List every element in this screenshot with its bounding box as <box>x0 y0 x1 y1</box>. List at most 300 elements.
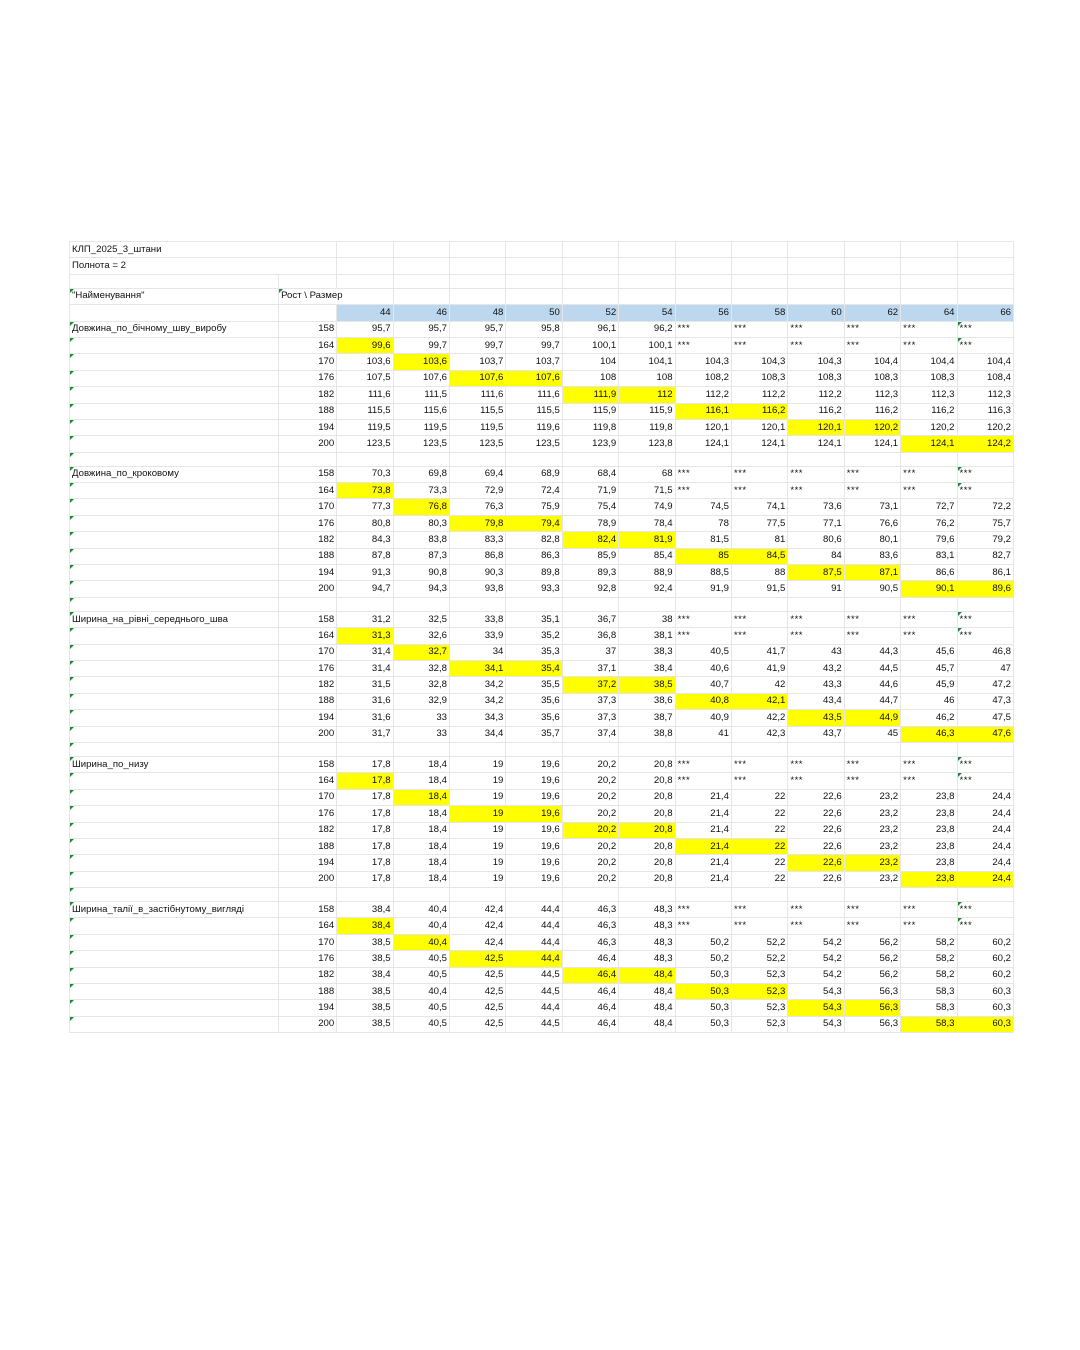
value-cell[interactable]: 23,8 <box>901 822 957 838</box>
value-cell[interactable]: 17,8 <box>337 756 393 772</box>
value-cell[interactable]: 87,8 <box>337 548 393 564</box>
value-cell[interactable]: 32,8 <box>393 660 449 676</box>
value-cell[interactable]: *** <box>957 611 1013 627</box>
value-cell[interactable]: 21,4 <box>675 822 731 838</box>
value-cell[interactable]: 112,3 <box>901 387 957 403</box>
height-cell[interactable]: 170 <box>279 789 337 805</box>
value-cell[interactable]: 19,6 <box>506 838 562 854</box>
value-cell[interactable]: 22,6 <box>788 822 844 838</box>
value-cell[interactable]: 52,3 <box>731 1000 787 1016</box>
value-cell[interactable]: 37,3 <box>562 693 618 709</box>
height-cell[interactable]: 200 <box>279 581 337 597</box>
value-cell[interactable]: *** <box>731 902 787 918</box>
value-cell[interactable]: 50,2 <box>675 934 731 950</box>
value-cell[interactable]: *** <box>901 466 957 482</box>
value-cell[interactable]: 108,3 <box>731 370 787 386</box>
value-cell[interactable]: 40,5 <box>393 1016 449 1032</box>
value-cell[interactable]: 44,5 <box>506 967 562 983</box>
value-cell[interactable]: *** <box>675 628 731 644</box>
value-cell[interactable]: 112,3 <box>957 387 1013 403</box>
height-cell[interactable]: 182 <box>279 387 337 403</box>
size-header-cell[interactable]: 50 <box>506 305 562 321</box>
value-cell[interactable]: 23,2 <box>844 838 900 854</box>
value-cell[interactable]: 20,8 <box>619 773 675 789</box>
value-cell[interactable]: 41 <box>675 726 731 742</box>
value-cell[interactable]: 32,5 <box>393 611 449 627</box>
value-cell[interactable]: 108,4 <box>957 370 1013 386</box>
empty-name-cell[interactable] <box>70 532 279 548</box>
value-cell[interactable]: 21,4 <box>675 855 731 871</box>
value-cell[interactable]: *** <box>957 902 1013 918</box>
value-cell[interactable]: 48,4 <box>619 1000 675 1016</box>
value-cell[interactable]: 46,4 <box>562 984 618 1000</box>
value-cell[interactable]: 54,3 <box>788 984 844 1000</box>
value-cell[interactable]: 31,6 <box>337 710 393 726</box>
size-header-cell[interactable]: 44 <box>337 305 393 321</box>
value-cell[interactable]: 56,3 <box>844 1016 900 1032</box>
empty-name-cell[interactable] <box>70 644 279 660</box>
height-cell[interactable]: 158 <box>279 466 337 482</box>
value-cell[interactable]: 78,4 <box>619 515 675 531</box>
value-cell[interactable]: *** <box>675 773 731 789</box>
value-cell[interactable]: 23,2 <box>844 871 900 887</box>
value-cell[interactable]: 70,3 <box>337 466 393 482</box>
value-cell[interactable]: *** <box>788 902 844 918</box>
empty-name-cell[interactable] <box>70 581 279 597</box>
value-cell[interactable]: 68,4 <box>562 466 618 482</box>
value-cell[interactable]: 18,4 <box>393 789 449 805</box>
value-cell[interactable]: 44,5 <box>506 1016 562 1032</box>
value-cell[interactable]: 123,8 <box>619 436 675 452</box>
value-cell[interactable]: 17,8 <box>337 773 393 789</box>
value-cell[interactable]: 24,4 <box>957 855 1013 871</box>
value-cell[interactable]: 54,2 <box>788 967 844 983</box>
value-cell[interactable]: 17,8 <box>337 822 393 838</box>
value-cell[interactable]: 60,3 <box>957 1000 1013 1016</box>
value-cell[interactable]: *** <box>901 628 957 644</box>
value-cell[interactable]: 40,7 <box>675 677 731 693</box>
value-cell[interactable]: 86,3 <box>506 548 562 564</box>
empty-name-cell[interactable] <box>70 838 279 854</box>
value-cell[interactable]: 120,1 <box>675 419 731 435</box>
value-cell[interactable]: 99,6 <box>337 337 393 353</box>
value-cell[interactable]: 123,9 <box>562 436 618 452</box>
value-cell[interactable]: 19,6 <box>506 871 562 887</box>
section-name-cell[interactable]: Довжина_по_кроковому <box>70 466 279 482</box>
value-cell[interactable]: 40,4 <box>393 984 449 1000</box>
value-cell[interactable]: 74,9 <box>619 499 675 515</box>
value-cell[interactable]: *** <box>731 337 787 353</box>
value-cell[interactable]: 73,1 <box>844 499 900 515</box>
value-cell[interactable]: 116,2 <box>901 403 957 419</box>
value-cell[interactable]: 42,2 <box>731 710 787 726</box>
value-cell[interactable]: 72,2 <box>957 499 1013 515</box>
section-name-cell[interactable]: Довжина_по_бічному_шву_виробу <box>70 321 279 337</box>
value-cell[interactable]: 116,2 <box>731 403 787 419</box>
value-cell[interactable]: 71,9 <box>562 483 618 499</box>
value-cell[interactable]: 94,3 <box>393 581 449 597</box>
value-cell[interactable]: 31,5 <box>337 677 393 693</box>
height-cell[interactable]: 188 <box>279 838 337 854</box>
value-cell[interactable]: 111,5 <box>393 387 449 403</box>
value-cell[interactable]: 21,4 <box>675 838 731 854</box>
value-cell[interactable]: 123,5 <box>506 436 562 452</box>
value-cell[interactable]: 38,5 <box>337 984 393 1000</box>
value-cell[interactable]: *** <box>675 756 731 772</box>
empty-name-cell[interactable] <box>70 370 279 386</box>
value-cell[interactable]: 76,8 <box>393 499 449 515</box>
size-header-cell[interactable]: 60 <box>788 305 844 321</box>
value-cell[interactable]: 108,3 <box>844 370 900 386</box>
value-cell[interactable]: 17,8 <box>337 838 393 854</box>
value-cell[interactable]: 18,4 <box>393 773 449 789</box>
value-cell[interactable]: 56,3 <box>844 984 900 1000</box>
height-cell[interactable]: 188 <box>279 693 337 709</box>
value-cell[interactable]: 33 <box>393 710 449 726</box>
empty-name-cell[interactable] <box>70 499 279 515</box>
value-cell[interactable]: 119,8 <box>619 419 675 435</box>
value-cell[interactable]: *** <box>901 756 957 772</box>
value-cell[interactable]: 19,6 <box>506 806 562 822</box>
value-cell[interactable]: 38,5 <box>337 934 393 950</box>
value-cell[interactable]: 22,6 <box>788 871 844 887</box>
value-cell[interactable]: 19,6 <box>506 789 562 805</box>
section-name-cell[interactable]: Ширина_талії_в_застібнутому_вигляді <box>70 902 279 918</box>
value-cell[interactable]: 60,2 <box>957 934 1013 950</box>
value-cell[interactable]: 83,6 <box>844 548 900 564</box>
value-cell[interactable]: 38,3 <box>619 644 675 660</box>
value-cell[interactable]: 107,6 <box>450 370 506 386</box>
height-cell[interactable]: 170 <box>279 354 337 370</box>
value-cell[interactable]: 54,2 <box>788 934 844 950</box>
value-cell[interactable]: 80,8 <box>337 515 393 531</box>
value-cell[interactable]: 46,3 <box>562 934 618 950</box>
value-cell[interactable]: 116,2 <box>844 403 900 419</box>
value-cell[interactable]: 31,4 <box>337 644 393 660</box>
value-cell[interactable]: 50,3 <box>675 1000 731 1016</box>
value-cell[interactable]: 92,4 <box>619 581 675 597</box>
value-cell[interactable]: 40,5 <box>675 644 731 660</box>
value-cell[interactable]: 99,7 <box>506 337 562 353</box>
value-cell[interactable]: *** <box>844 321 900 337</box>
value-cell[interactable]: 84 <box>788 548 844 564</box>
empty-name-cell[interactable] <box>70 660 279 676</box>
value-cell[interactable]: 19,6 <box>506 855 562 871</box>
value-cell[interactable]: 119,5 <box>450 419 506 435</box>
value-cell[interactable]: 87,5 <box>788 565 844 581</box>
value-cell[interactable]: 22 <box>731 822 787 838</box>
empty-name-cell[interactable] <box>70 628 279 644</box>
value-cell[interactable]: 103,6 <box>393 354 449 370</box>
value-cell[interactable]: 44,4 <box>506 1000 562 1016</box>
value-cell[interactable]: 23,2 <box>844 806 900 822</box>
value-cell[interactable]: 58,3 <box>901 984 957 1000</box>
value-cell[interactable]: 23,2 <box>844 789 900 805</box>
value-cell[interactable]: 115,5 <box>450 403 506 419</box>
value-cell[interactable]: *** <box>788 321 844 337</box>
value-cell[interactable]: 50,3 <box>675 1016 731 1032</box>
value-cell[interactable]: 52,3 <box>731 984 787 1000</box>
value-cell[interactable]: 19 <box>450 838 506 854</box>
value-cell[interactable]: 40,4 <box>393 934 449 950</box>
empty-name-cell[interactable] <box>70 419 279 435</box>
height-cell[interactable]: 158 <box>279 902 337 918</box>
value-cell[interactable]: 112,3 <box>844 387 900 403</box>
height-cell[interactable]: 158 <box>279 756 337 772</box>
value-cell[interactable]: *** <box>901 337 957 353</box>
value-cell[interactable]: 44,9 <box>844 710 900 726</box>
value-cell[interactable]: 17,8 <box>337 871 393 887</box>
value-cell[interactable]: 50,3 <box>675 984 731 1000</box>
value-cell[interactable]: *** <box>957 918 1013 934</box>
value-cell[interactable]: 60,2 <box>957 951 1013 967</box>
value-cell[interactable]: 20,8 <box>619 789 675 805</box>
value-cell[interactable]: 22 <box>731 855 787 871</box>
value-cell[interactable]: 88,9 <box>619 565 675 581</box>
value-cell[interactable]: 31,3 <box>337 628 393 644</box>
value-cell[interactable]: 44,4 <box>506 918 562 934</box>
value-cell[interactable]: 18,4 <box>393 822 449 838</box>
value-cell[interactable]: 119,5 <box>393 419 449 435</box>
value-cell[interactable]: 79,2 <box>957 532 1013 548</box>
value-cell[interactable]: 23,8 <box>901 871 957 887</box>
value-cell[interactable]: *** <box>844 337 900 353</box>
value-cell[interactable]: *** <box>901 611 957 627</box>
value-cell[interactable]: 95,7 <box>337 321 393 337</box>
empty-name-cell[interactable] <box>70 693 279 709</box>
value-cell[interactable]: *** <box>957 337 1013 353</box>
empty-name-cell[interactable] <box>70 515 279 531</box>
value-cell[interactable]: 76,2 <box>901 515 957 531</box>
value-cell[interactable]: *** <box>788 466 844 482</box>
value-cell[interactable]: 90,8 <box>393 565 449 581</box>
value-cell[interactable]: 21,4 <box>675 871 731 887</box>
value-cell[interactable]: 95,8 <box>506 321 562 337</box>
height-cell[interactable]: 158 <box>279 611 337 627</box>
value-cell[interactable]: 68 <box>619 466 675 482</box>
value-cell[interactable]: 84,5 <box>731 548 787 564</box>
value-cell[interactable]: 46,4 <box>562 1000 618 1016</box>
height-cell[interactable]: 158 <box>279 321 337 337</box>
value-cell[interactable]: 42,5 <box>450 984 506 1000</box>
value-cell[interactable]: 43,5 <box>788 710 844 726</box>
value-cell[interactable]: 38 <box>619 611 675 627</box>
value-cell[interactable]: 80,3 <box>393 515 449 531</box>
value-cell[interactable]: 24,4 <box>957 871 1013 887</box>
value-cell[interactable]: 73,8 <box>337 483 393 499</box>
value-cell[interactable]: *** <box>901 902 957 918</box>
value-cell[interactable]: 48,3 <box>619 934 675 950</box>
value-cell[interactable]: 20,8 <box>619 855 675 871</box>
value-cell[interactable]: 75,9 <box>506 499 562 515</box>
value-cell[interactable]: 119,5 <box>337 419 393 435</box>
value-cell[interactable]: 80,1 <box>844 532 900 548</box>
value-cell[interactable]: 71,5 <box>619 483 675 499</box>
height-cell[interactable]: 188 <box>279 984 337 1000</box>
value-cell[interactable]: 120,2 <box>844 419 900 435</box>
value-cell[interactable]: 104,4 <box>901 354 957 370</box>
value-cell[interactable]: 38,8 <box>619 726 675 742</box>
empty-name-cell[interactable] <box>70 967 279 983</box>
value-cell[interactable]: 83,3 <box>450 532 506 548</box>
value-cell[interactable]: 104,3 <box>675 354 731 370</box>
value-cell[interactable]: 42,4 <box>450 902 506 918</box>
empty-name-cell[interactable] <box>70 483 279 499</box>
height-cell[interactable]: 170 <box>279 644 337 660</box>
value-cell[interactable]: 24,4 <box>957 789 1013 805</box>
value-cell[interactable]: 50,2 <box>675 951 731 967</box>
size-header-cell[interactable]: 46 <box>393 305 449 321</box>
empty-name-cell[interactable] <box>70 436 279 452</box>
value-cell[interactable]: 40,9 <box>675 710 731 726</box>
value-cell[interactable]: 48,4 <box>619 967 675 983</box>
height-cell[interactable]: 182 <box>279 677 337 693</box>
value-cell[interactable]: 22 <box>731 871 787 887</box>
value-cell[interactable]: 44,4 <box>506 934 562 950</box>
value-cell[interactable]: 58,2 <box>901 967 957 983</box>
value-cell[interactable]: 89,6 <box>957 581 1013 597</box>
value-cell[interactable]: 56,2 <box>844 967 900 983</box>
value-cell[interactable]: 32,8 <box>393 677 449 693</box>
value-cell[interactable]: 18,4 <box>393 806 449 822</box>
height-cell[interactable]: 182 <box>279 967 337 983</box>
value-cell[interactable]: 35,5 <box>506 677 562 693</box>
value-cell[interactable]: 23,8 <box>901 806 957 822</box>
value-cell[interactable]: *** <box>675 337 731 353</box>
value-cell[interactable]: 44,6 <box>844 677 900 693</box>
value-cell[interactable]: 79,8 <box>450 515 506 531</box>
value-cell[interactable]: 103,7 <box>506 354 562 370</box>
value-cell[interactable]: 44,4 <box>506 902 562 918</box>
value-cell[interactable]: 46,3 <box>562 902 618 918</box>
height-cell[interactable]: 164 <box>279 483 337 499</box>
value-cell[interactable]: 34,1 <box>450 660 506 676</box>
value-cell[interactable]: 18,4 <box>393 855 449 871</box>
value-cell[interactable]: 123,5 <box>450 436 506 452</box>
height-cell[interactable]: 164 <box>279 628 337 644</box>
empty-name-cell[interactable] <box>70 726 279 742</box>
value-cell[interactable]: 73,6 <box>788 499 844 515</box>
value-cell[interactable]: 20,8 <box>619 822 675 838</box>
value-cell[interactable]: 20,2 <box>562 871 618 887</box>
value-cell[interactable]: 116,3 <box>957 403 1013 419</box>
height-cell[interactable]: 194 <box>279 419 337 435</box>
height-cell[interactable]: 170 <box>279 934 337 950</box>
size-header-cell[interactable]: 62 <box>844 305 900 321</box>
value-cell[interactable]: 69,4 <box>450 466 506 482</box>
value-cell[interactable]: 90,1 <box>901 581 957 597</box>
value-cell[interactable]: *** <box>957 466 1013 482</box>
empty-name-cell[interactable] <box>70 354 279 370</box>
empty-name-cell[interactable] <box>70 387 279 403</box>
value-cell[interactable]: 24,4 <box>957 838 1013 854</box>
value-cell[interactable]: 36,8 <box>562 628 618 644</box>
value-cell[interactable]: 89,3 <box>562 565 618 581</box>
value-cell[interactable]: 91 <box>788 581 844 597</box>
value-cell[interactable]: 38,1 <box>619 628 675 644</box>
height-cell[interactable]: 182 <box>279 532 337 548</box>
value-cell[interactable]: *** <box>675 466 731 482</box>
value-cell[interactable]: 58,2 <box>901 951 957 967</box>
height-cell[interactable]: 164 <box>279 773 337 789</box>
value-cell[interactable]: 115,9 <box>619 403 675 419</box>
value-cell[interactable]: 90,5 <box>844 581 900 597</box>
height-cell[interactable]: 194 <box>279 710 337 726</box>
value-cell[interactable]: 20,2 <box>562 838 618 854</box>
value-cell[interactable]: *** <box>731 773 787 789</box>
value-cell[interactable]: 104,4 <box>844 354 900 370</box>
value-cell[interactable]: 17,8 <box>337 855 393 871</box>
value-cell[interactable]: *** <box>788 773 844 789</box>
value-cell[interactable]: 81,5 <box>675 532 731 548</box>
empty-name-cell[interactable] <box>70 1016 279 1032</box>
value-cell[interactable]: *** <box>675 611 731 627</box>
value-cell[interactable]: 44,3 <box>844 644 900 660</box>
value-cell[interactable]: 18,4 <box>393 871 449 887</box>
value-cell[interactable]: 19,6 <box>506 756 562 772</box>
value-cell[interactable]: 43,2 <box>788 660 844 676</box>
value-cell[interactable]: 111,6 <box>450 387 506 403</box>
value-cell[interactable]: 124,2 <box>957 436 1013 452</box>
value-cell[interactable]: *** <box>844 466 900 482</box>
empty-name-cell[interactable] <box>70 710 279 726</box>
value-cell[interactable]: *** <box>844 918 900 934</box>
value-cell[interactable]: 47 <box>957 660 1013 676</box>
value-cell[interactable]: 20,8 <box>619 838 675 854</box>
empty-name-cell[interactable] <box>70 677 279 693</box>
value-cell[interactable]: 93,8 <box>450 581 506 597</box>
value-cell[interactable]: 77,5 <box>731 515 787 531</box>
value-cell[interactable]: 112 <box>619 387 675 403</box>
value-cell[interactable]: 115,6 <box>393 403 449 419</box>
value-cell[interactable]: 83,8 <box>393 532 449 548</box>
value-cell[interactable]: 111,6 <box>337 387 393 403</box>
value-cell[interactable]: 68,9 <box>506 466 562 482</box>
value-cell[interactable]: *** <box>901 483 957 499</box>
value-cell[interactable]: 35,6 <box>506 693 562 709</box>
value-cell[interactable]: 42,5 <box>450 951 506 967</box>
value-cell[interactable]: 44,7 <box>844 693 900 709</box>
value-cell[interactable]: 56,3 <box>844 1000 900 1016</box>
value-cell[interactable]: 42,5 <box>450 1000 506 1016</box>
value-cell[interactable]: 46,4 <box>562 951 618 967</box>
value-cell[interactable]: 81,9 <box>619 532 675 548</box>
size-header-cell[interactable]: 48 <box>450 305 506 321</box>
value-cell[interactable]: 47,2 <box>957 677 1013 693</box>
value-cell[interactable]: *** <box>901 918 957 934</box>
value-cell[interactable]: *** <box>675 918 731 934</box>
value-cell[interactable]: 75,4 <box>562 499 618 515</box>
value-cell[interactable]: 120,1 <box>731 419 787 435</box>
value-cell[interactable]: 31,2 <box>337 611 393 627</box>
value-cell[interactable]: 38,4 <box>619 660 675 676</box>
height-cell[interactable]: 164 <box>279 337 337 353</box>
fullness-label[interactable]: Полнота = 2 <box>70 258 337 274</box>
value-cell[interactable]: 19 <box>450 789 506 805</box>
value-cell[interactable]: 44,4 <box>506 951 562 967</box>
value-cell[interactable]: 23,8 <box>901 855 957 871</box>
value-cell[interactable]: 18,4 <box>393 838 449 854</box>
value-cell[interactable]: *** <box>788 337 844 353</box>
value-cell[interactable]: 115,9 <box>562 403 618 419</box>
value-cell[interactable]: 123,5 <box>393 436 449 452</box>
height-cell[interactable]: 200 <box>279 726 337 742</box>
height-cell[interactable]: 188 <box>279 548 337 564</box>
height-cell[interactable]: 176 <box>279 660 337 676</box>
value-cell[interactable]: 75,7 <box>957 515 1013 531</box>
value-cell[interactable]: 31,6 <box>337 693 393 709</box>
value-cell[interactable]: 78,9 <box>562 515 618 531</box>
